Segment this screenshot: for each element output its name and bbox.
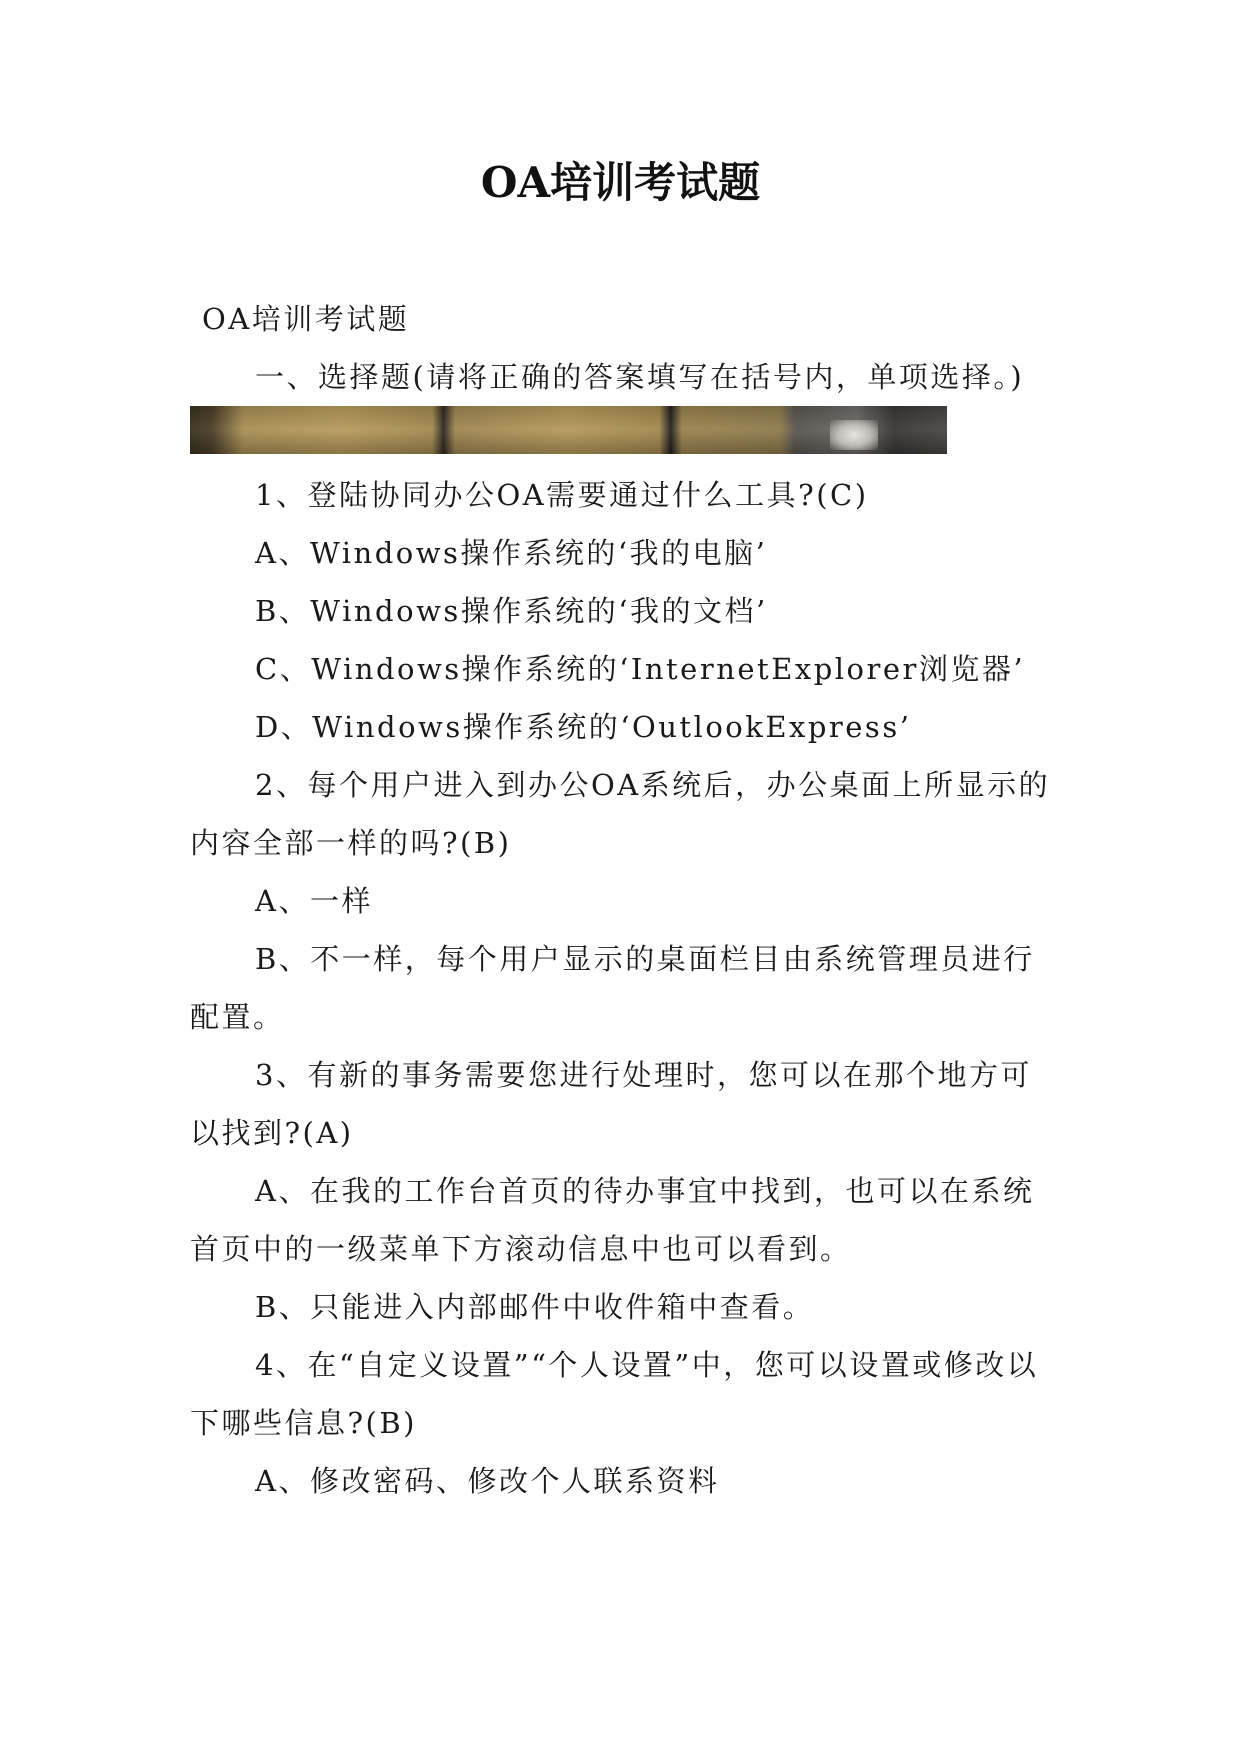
paragraph: A、在我的工作台首页的待办事宜中找到，也可以在系统首页中的一级菜单下方滚动信息中也可以看到。 xyxy=(190,1174,1035,1266)
section-heading: 一、选择题(请将正确的答案填写在括号内，单项选择。) xyxy=(255,360,1025,394)
paragraph: A、Windows操作系统的‘我的电脑’ xyxy=(255,536,768,570)
paragraph: D、Windows操作系统的‘OutlookExpress’ xyxy=(255,710,912,744)
paragraph: B、只能进入内部邮件中收件箱中查看。 xyxy=(255,1290,815,1324)
paragraph: A、修改密码、修改个人联系资料 xyxy=(255,1464,720,1498)
paragraph: 4、在“自定义设置”“个人设置”中，您可以设置或修改以下哪些信息?(B) xyxy=(190,1348,1039,1440)
photo-image xyxy=(190,406,947,454)
paragraph: 1、登陆协同办公OA需要通过什么工具?(C) xyxy=(255,478,869,512)
paragraph: C、Windows操作系统的‘InternetExplorer浏览器’ xyxy=(255,652,1026,686)
photo-highlight xyxy=(830,420,878,450)
paragraph: B、Windows操作系统的‘我的文档’ xyxy=(255,594,768,628)
paragraph: 3、有新的事务需要您进行处理时，您可以在那个地方可以找到?(A) xyxy=(190,1058,1032,1150)
paragraph: 2、每个用户进入到办公OA系统后，办公桌面上所显示的内容全部一样的吗?(B) xyxy=(190,768,1051,860)
document-body xyxy=(190,290,1055,1510)
document-subtitle: OA培训考试题 xyxy=(202,302,410,336)
paragraph: A、一样 xyxy=(255,884,373,918)
paragraph: B、不一样，每个用户显示的桌面栏目由系统管理员进行配置。 xyxy=(190,942,1035,1034)
document-title: OA培训考试题 xyxy=(480,158,761,207)
